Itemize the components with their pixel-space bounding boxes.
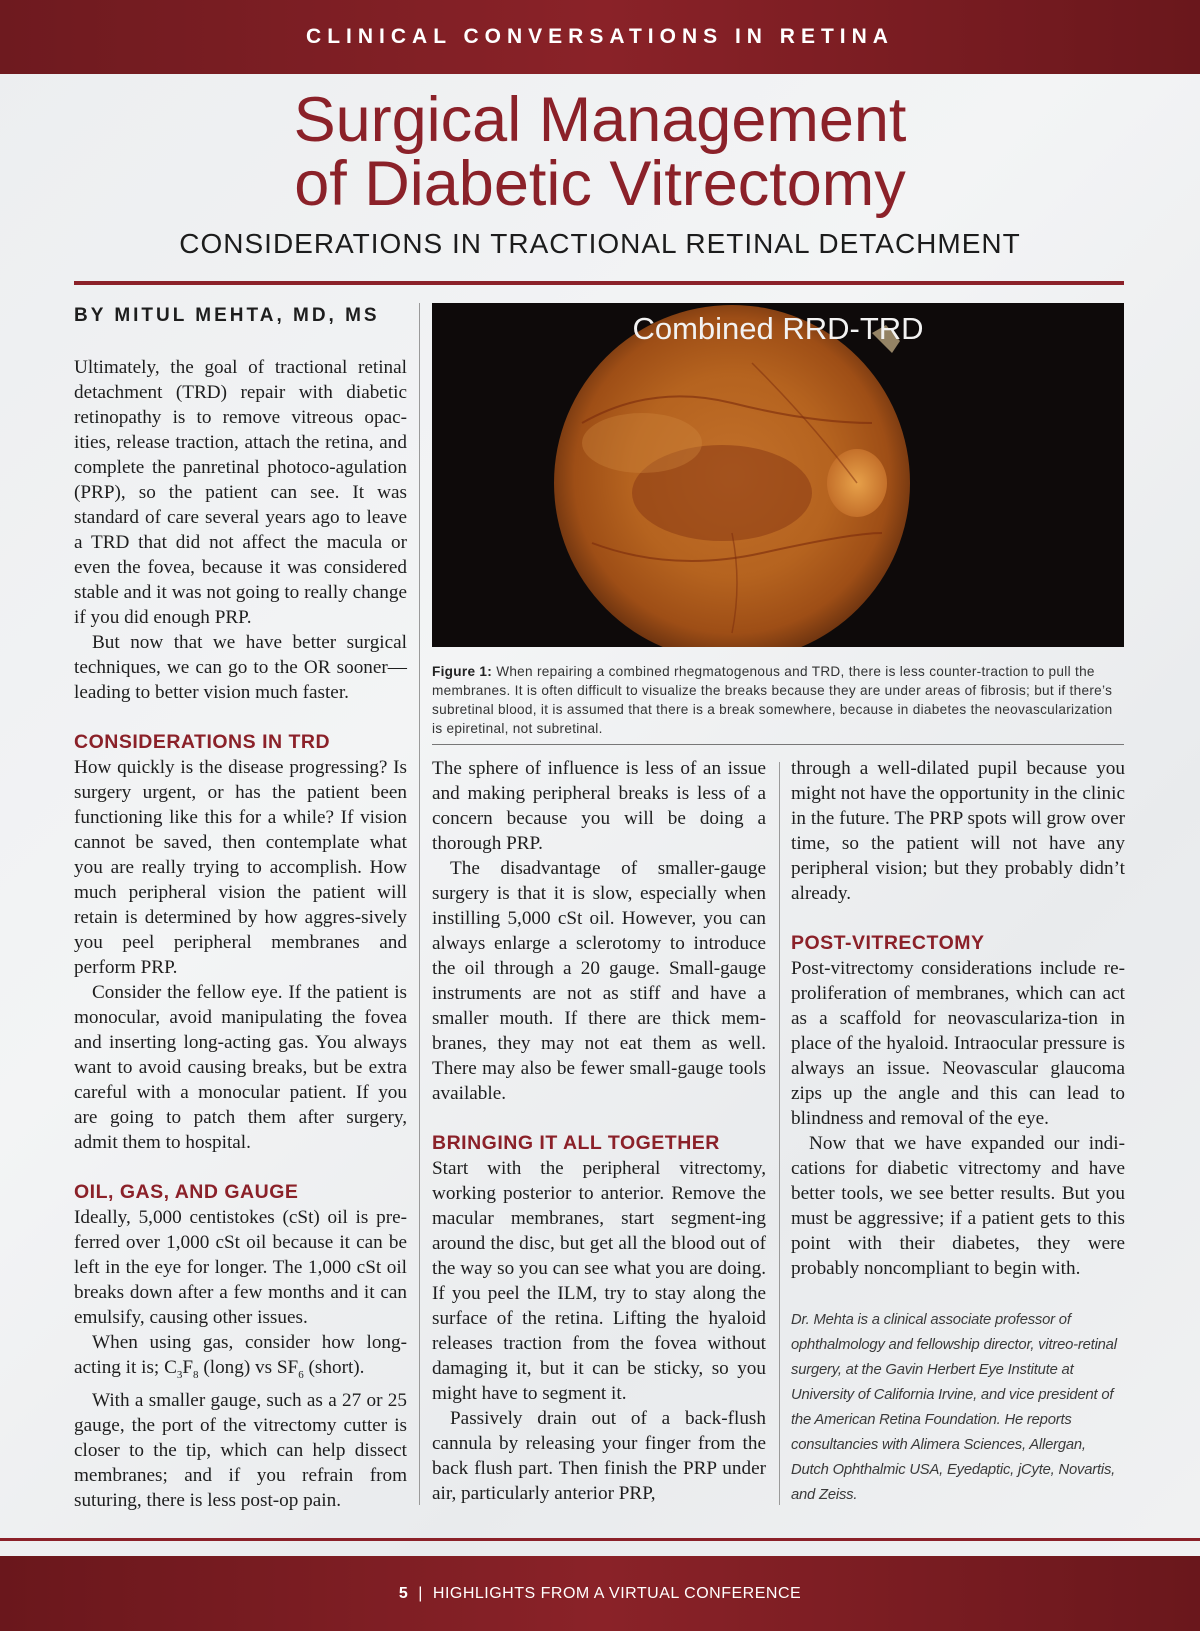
author-bio: Dr. Mehta is a clinical associate professor of ophthalmology and fellowship director, vitreo-retinal surgery, at the Gavin Herbert Eye Institute at University of California Irvine, and vice president of the American Retina Foundation. He reports consultancies with Alimera Sciences, Allergan, Dutch Ophthalmic USA, Eyedaptic, jCyte, Novartis, and Zeiss. <box>791 1312 1117 1503</box>
paragraph: through a well-dilated pupil because you might not have the opportunity in the clinic in the future. The PRP spots will grow over time, so the patient will not have any peripheral vision; but they probably didn’t already. <box>791 758 1125 904</box>
paragraph: Ultimately, the goal of tractional retinal detachment (TRD) repair with diabetic retinopathy is to remove vitreous opac-ities, release traction, attach the retina, and complete the panretinal photoco-agulation (PRP), so the patient can see. It was standard of care several years ago to leave a TRD that did not affect the macula or even the fovea, because it was considered stable and it was not going to really change if you did enough PRP. <box>74 357 407 628</box>
caption-divider <box>432 744 1124 745</box>
paragraph: Post-vitrectomy considerations include re-proliferation of membranes, which can act as a scaffold for neovasculariza-tion in place of the hyaloid. Intraocular pressure is always an issue. Neovascular glaucoma zips up the angle and this can lead to blindness and removal of the eye. <box>791 958 1125 1129</box>
paragraph: Now that we have expanded our indi-cations for diabetic vitrectomy and have better tools, we see better results. But you must be aggressive; if a patient gets to this point with their diabetes, they were probably noncompliant to begin with. <box>791 1133 1125 1279</box>
fundus-photo <box>432 303 1124 647</box>
title-line-2: of Diabetic Vitrectomy <box>294 149 906 219</box>
figure-overlay-label: Combined RRD-TRD <box>632 311 924 346</box>
paragraph: How quickly is the disease progressing? Is surgery urgent, or has the patient been functioning like this for a while? If vision cannot be saved, then contemplate what you are really trying to accomplish. How much peripheral vision the patient will retain is determined by how aggres-sively you peel peripheral membranes and perform PRP. <box>74 757 407 978</box>
figure-caption <box>432 662 1124 738</box>
article-title <box>0 85 1200 219</box>
paragraph: Start with the peripheral vitrectomy, working posterior to anterior. Remove the macular membranes, start segment-ing around the disc, but get all the blood out of the way so you can see what you are doing. If you peel the ILM, try to stay along the surface of the retina. Lifting the hyaloid releases traction from the fovea without damaging it, but it can be sticky, so you might have to segment it. <box>432 1158 766 1404</box>
paragraph: Ideally, 5,000 centistokes (cSt) oil is pre-ferred over 1,000 cSt oil because it can be left in the eye for longer. The 1,000 cSt oil breaks down after a few months and it can emulsify, causing other issues. <box>74 1207 407 1328</box>
paragraph: Passively drain out of a back-flush cannula by releasing your finger from the back flush part. Then finish the PRP under air, particularly anterior PRP, <box>432 1408 766 1504</box>
column-2 <box>432 756 766 1506</box>
paragraph: With a smaller gauge, such as a 27 or 25 gauge, the port of the vitrectomy cutter is closer to the tip, which can help dissect membranes; and if you refrain from suturing, there is less post-op pain. <box>74 1389 407 1511</box>
caption-label: Figure 1: <box>432 664 493 679</box>
section-heading-oil-gas-gauge: OIL, GAS, AND GAUGE <box>74 1181 299 1203</box>
paragraph: Consider the fellow eye. If the patient is monocular, avoid manipulating the fovea and inserting long-acting gas. You always want to avoid causing breaks, but be extra careful with a monocular patient. If you are going to patch them after surgery, admit them to hospital. <box>74 982 407 1153</box>
column-divider-1 <box>419 303 420 1505</box>
section-heading-post-vitrectomy: POST-VITRECTOMY <box>791 932 985 954</box>
paragraph: The sphere of influence is less of an issue and making peripheral breaks is less of a concern because you will be doing a thorough PRP. <box>432 758 766 854</box>
paragraph: The disadvantage of smaller-gauge surgery is that it is slow, especially when instilling 5,000 cSt oil. However, you can always enlarge a sclerotomy to introduce the oil through a 20 gauge. Small-gauge instruments are not as stiff and have a smaller mouth. If there are thick mem-branes, they may not eat them as well. There may also be fewer small-gauge tools available. <box>432 858 766 1104</box>
footer-separator: | <box>418 1584 423 1602</box>
paragraph: But now that we have better surgical techniques, we can go to the OR sooner—leading to better vision much faster. <box>74 632 407 703</box>
title-line-1: Surgical Management <box>293 85 907 155</box>
title-divider <box>74 281 1124 285</box>
publication-name: HIGHLIGHTS FROM A VIRTUAL CONFERENCE <box>432 1584 802 1602</box>
section-heading-trd: CONSIDERATIONS IN TRD <box>74 731 331 753</box>
series-title: CLINICAL CONVERSATIONS IN RETINA <box>306 25 894 48</box>
footer-divider <box>0 1538 1200 1541</box>
article-subtitle: CONSIDERATIONS IN TRACTIONAL RETINAL DETACHMENT <box>179 228 1021 259</box>
series-header <box>0 0 1200 74</box>
caption-text: When repairing a combined rhegmatogenous and TRD, there is less counter-traction to pull the membranes. It is often difficult to visualize the breaks because they are under areas of fibrosis; but if there’s subretinal blood, it is assumed that there is a break somewhere, because in diabetes the neovascularization is epiretinal, not subretinal. <box>432 664 1113 736</box>
section-heading-bringing-together: BRINGING IT ALL TOGETHER <box>432 1132 720 1154</box>
column-divider-2 <box>779 762 780 1505</box>
paragraph-gas-formula: When using gas, consider how long-acting it is; $C_3F_8$ (long) vs $SF_6$ (short). <box>74 1332 407 1381</box>
fundus-photo-figure <box>432 303 1124 647</box>
page-number: 5 <box>398 1584 409 1602</box>
byline: BY MITUL MEHTA, MD, MS <box>74 305 380 326</box>
page-footer <box>0 1556 1200 1631</box>
column-3 <box>791 756 1125 1281</box>
column-1 <box>74 355 407 1513</box>
